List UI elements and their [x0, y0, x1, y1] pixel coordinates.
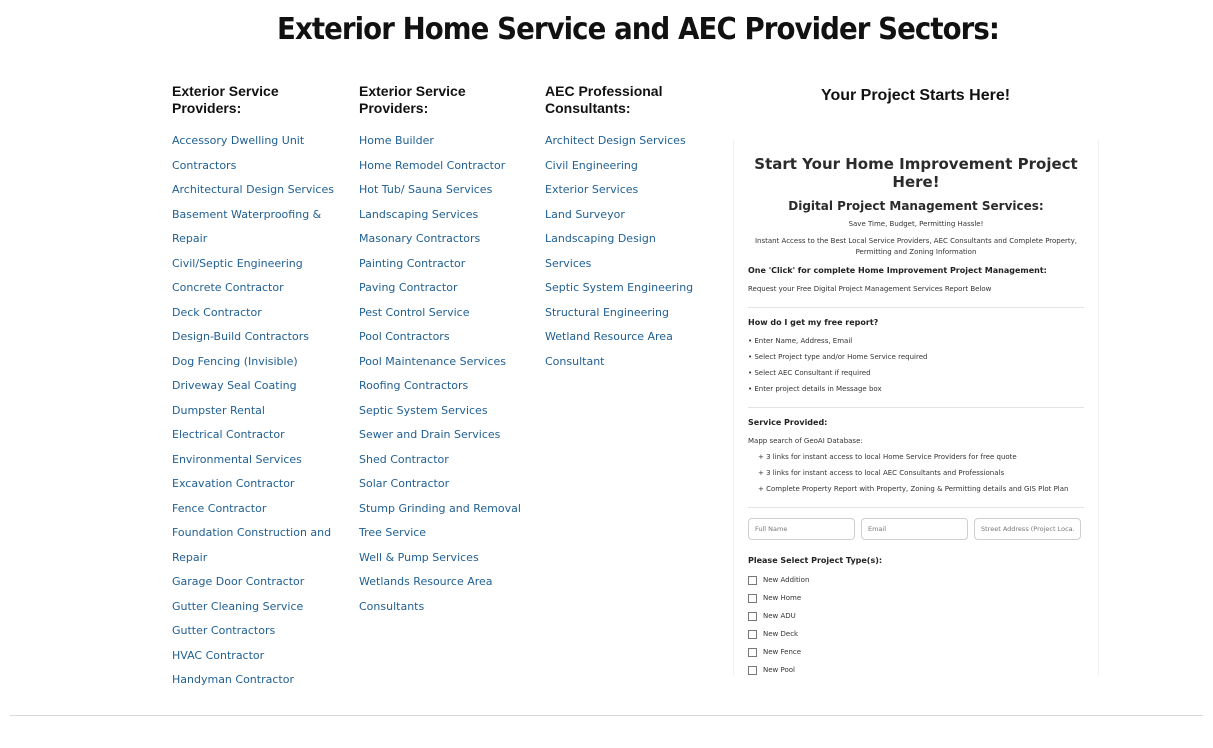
list-item	[172, 276, 347, 301]
list-item	[172, 252, 347, 277]
project-type-new-addition[interactable]	[748, 571, 1084, 589]
service-link[interactable]: Environmental Services	[172, 452, 302, 466]
service-link[interactable]: Sewer and Drain Services	[359, 428, 501, 441]
service-link[interactable]: Roofing Contractors	[359, 379, 469, 392]
list-item	[359, 423, 534, 448]
page-title: Exterior Home Service and AEC Provider Sectors:	[277, 12, 999, 47]
service-link[interactable]: Concrete Contractor	[172, 281, 284, 294]
checkbox-label: New Fence	[763, 648, 802, 656]
service-link[interactable]: Septic System Services	[359, 403, 488, 417]
list-item	[359, 301, 534, 326]
service-link[interactable]: Stump Grinding and Removal	[359, 501, 521, 515]
list-item	[172, 129, 347, 178]
list-item	[359, 325, 534, 350]
full-name-input[interactable]	[748, 518, 855, 540]
column-heading: AEC Professional Consultants:	[545, 83, 663, 116]
service-link[interactable]: Home Builder	[359, 134, 434, 147]
list-item	[359, 129, 534, 154]
service-link[interactable]: Dog Fencing (Invisible)	[172, 354, 298, 368]
list-item	[359, 227, 534, 252]
contact-inputs-row	[748, 518, 1084, 540]
list-item	[545, 227, 705, 276]
service-link[interactable]: Gutter Contractors	[172, 624, 276, 637]
service-link[interactable]: Masonary Contractors	[359, 232, 481, 245]
project-type-new-fence[interactable]	[748, 643, 1084, 661]
list-item	[359, 546, 534, 571]
list-item	[545, 301, 705, 326]
list-item	[172, 521, 347, 570]
checkbox-label: New Home	[763, 594, 802, 602]
service-link[interactable]: Pool Maintenance Services	[359, 354, 506, 368]
list-item	[359, 178, 534, 203]
project-type-new-deck[interactable]	[748, 625, 1084, 643]
exterior-providers-column-1	[172, 83, 347, 693]
list-item	[172, 301, 347, 326]
exterior-providers-column-2	[359, 83, 534, 619]
service-link[interactable]: Well & Pump Services	[359, 550, 479, 564]
list-item	[172, 619, 347, 644]
service-link[interactable]: Fence Contractor	[172, 501, 267, 515]
service-link[interactable]: Handyman Contractor	[172, 673, 294, 686]
service-link[interactable]: Landscaping Design Services	[545, 232, 656, 270]
service-link[interactable]: Structural Engineering	[545, 305, 669, 319]
service-link[interactable]: Foundation Construction and Repair	[172, 526, 332, 564]
how-step: • Enter Name, Address, Email	[748, 337, 853, 345]
checkbox[interactable]	[748, 666, 757, 675]
service-link[interactable]: Exterior Services	[545, 183, 639, 196]
service-link[interactable]: Deck Contractor	[172, 305, 262, 319]
service-link[interactable]: Landscaping Services	[359, 207, 479, 221]
checkbox[interactable]	[748, 612, 757, 621]
list-item	[359, 497, 534, 522]
form-tagline: Save Time, Budget, Permitting Hassle!	[848, 220, 984, 228]
list-item	[545, 178, 705, 203]
list-item	[172, 203, 347, 252]
list-item	[359, 374, 534, 399]
service-link[interactable]: Septic System Engineering	[545, 281, 694, 294]
service-link[interactable]: Wetland Resource Area Consultant	[545, 330, 673, 368]
list-item	[172, 472, 347, 497]
list-item	[359, 276, 534, 301]
list-item	[172, 497, 347, 522]
checkbox[interactable]	[748, 630, 757, 639]
how-step: • Enter project details in Message box	[748, 385, 882, 393]
service-link[interactable]: Pool Contractors	[359, 330, 450, 343]
service-link-list	[172, 129, 347, 693]
list-item	[172, 570, 347, 595]
checkbox[interactable]	[748, 648, 757, 657]
column-heading: Exterior Service Providers:	[172, 83, 279, 116]
divider	[748, 307, 1084, 308]
aec-consultants-column	[545, 83, 705, 374]
service-link[interactable]: Tree Service	[359, 526, 427, 539]
list-item	[359, 203, 534, 228]
list-item	[359, 570, 534, 619]
service-link[interactable]: Land Surveyor	[545, 207, 625, 221]
service-link-list	[545, 129, 705, 374]
list-item	[545, 154, 705, 179]
service-link[interactable]: Garage Door Contractor	[172, 575, 305, 588]
list-item	[172, 374, 347, 399]
service-link[interactable]: Excavation Contractor	[172, 477, 295, 490]
list-item	[359, 521, 534, 546]
checkbox-label: New Pool	[763, 666, 795, 674]
project-form-card	[733, 140, 1099, 675]
divider	[748, 407, 1084, 408]
checkbox[interactable]	[748, 594, 757, 603]
footer-divider	[10, 715, 1203, 716]
service-link[interactable]: Driveway Seal Coating	[172, 379, 297, 392]
list-item	[359, 448, 534, 473]
service-link[interactable]: Basement Waterproofing & Repair	[172, 207, 322, 245]
service-intro: Mapp search of GeoAI Database:	[748, 437, 863, 445]
list-item	[172, 399, 347, 424]
service-link[interactable]: Solar Contractor	[359, 477, 450, 490]
list-item	[172, 423, 347, 448]
form-subtitle: Digital Project Management Services:	[788, 199, 1044, 213]
street-address-input[interactable]	[974, 518, 1081, 540]
checkbox-label: New ADU	[763, 612, 796, 620]
service-link[interactable]: Pest Control Service	[359, 305, 470, 319]
form-instant-access: Instant Access to the Best Local Service Providers, AEC Consultants and Complete Property, Permitting and Zoning Information	[754, 237, 1078, 256]
service-link[interactable]: Shed Contractor	[359, 452, 449, 466]
list-item	[359, 154, 534, 179]
column-heading: Exterior Service Providers:	[359, 83, 466, 116]
service-link-list	[359, 129, 534, 619]
service-link[interactable]: Civil Engineering	[545, 158, 638, 172]
checkbox-label: New Deck	[763, 630, 799, 638]
list-item	[172, 668, 347, 693]
service-link[interactable]: Paving Contractor	[359, 281, 458, 294]
list-item	[359, 350, 534, 375]
list-item	[545, 276, 705, 301]
project-type-list	[748, 571, 1084, 675]
service-link[interactable]: Hot Tub/ Sauna Services	[359, 183, 493, 196]
project-type-new-adu[interactable]	[748, 607, 1084, 625]
checkbox[interactable]	[748, 576, 757, 585]
list-item	[172, 595, 347, 620]
service-link[interactable]: Dumpster Rental	[172, 403, 265, 417]
service-item: + 3 links for instant access to local Home Service Providers for free quote	[758, 453, 1017, 461]
request-text: Request your Free Digital Project Management Services Report Below	[748, 285, 992, 293]
project-type-new-pool[interactable]	[748, 661, 1084, 675]
service-link[interactable]: Electrical Contractor	[172, 428, 285, 441]
list-item	[359, 399, 534, 424]
how-step: • Select Project type and/or Home Service required	[748, 353, 928, 361]
checkbox-label: New Addition	[763, 576, 810, 584]
service-link[interactable]: Wetlands Resource Area Consultants	[359, 575, 493, 613]
service-link[interactable]: Architect Design Services	[545, 134, 686, 147]
project-type-new-home[interactable]	[748, 589, 1084, 607]
how-heading: How do I get my free report?	[748, 318, 879, 327]
one-click-heading: One 'Click' for complete Home Improvement Project Management:	[748, 266, 1047, 275]
form-title: Start Your Home Improvement Project Here!	[754, 155, 1078, 191]
list-item	[545, 325, 705, 374]
list-item	[172, 644, 347, 669]
list-item	[545, 203, 705, 228]
project-type-heading: Please Select Project Type(s):	[748, 556, 883, 565]
service-link[interactable]: Accessory Dwelling Unit Contractors	[172, 134, 305, 172]
service-heading: Service Provided:	[748, 418, 828, 427]
service-link[interactable]: HVAC Contractor	[172, 648, 265, 662]
how-step: • Select AEC Consultant if required	[748, 369, 871, 377]
list-item	[172, 448, 347, 473]
divider	[748, 507, 1084, 508]
list-item	[545, 129, 705, 154]
service-link[interactable]: Home Remodel Contractor	[359, 158, 506, 172]
service-link[interactable]: Painting Contractor	[359, 256, 466, 270]
service-item: + Complete Property Report with Property, Zoning & Permitting details and GIS Plot Plan	[758, 485, 1069, 493]
service-link[interactable]: Gutter Cleaning Service	[172, 599, 304, 613]
project-starts-heading: Your Project Starts Here!	[820, 87, 1011, 104]
service-link[interactable]: Architectural Design Services	[172, 183, 334, 196]
list-item	[359, 252, 534, 277]
email-input[interactable]	[861, 518, 968, 540]
list-item	[172, 325, 347, 350]
service-link[interactable]: Civil/Septic Engineering	[172, 256, 303, 270]
list-item	[359, 472, 534, 497]
list-item	[172, 178, 347, 203]
service-item: + 3 links for instant access to local AEC Consultants and Professionals	[758, 469, 1005, 477]
service-link[interactable]: Design-Build Contractors	[172, 330, 309, 343]
list-item	[172, 350, 347, 375]
